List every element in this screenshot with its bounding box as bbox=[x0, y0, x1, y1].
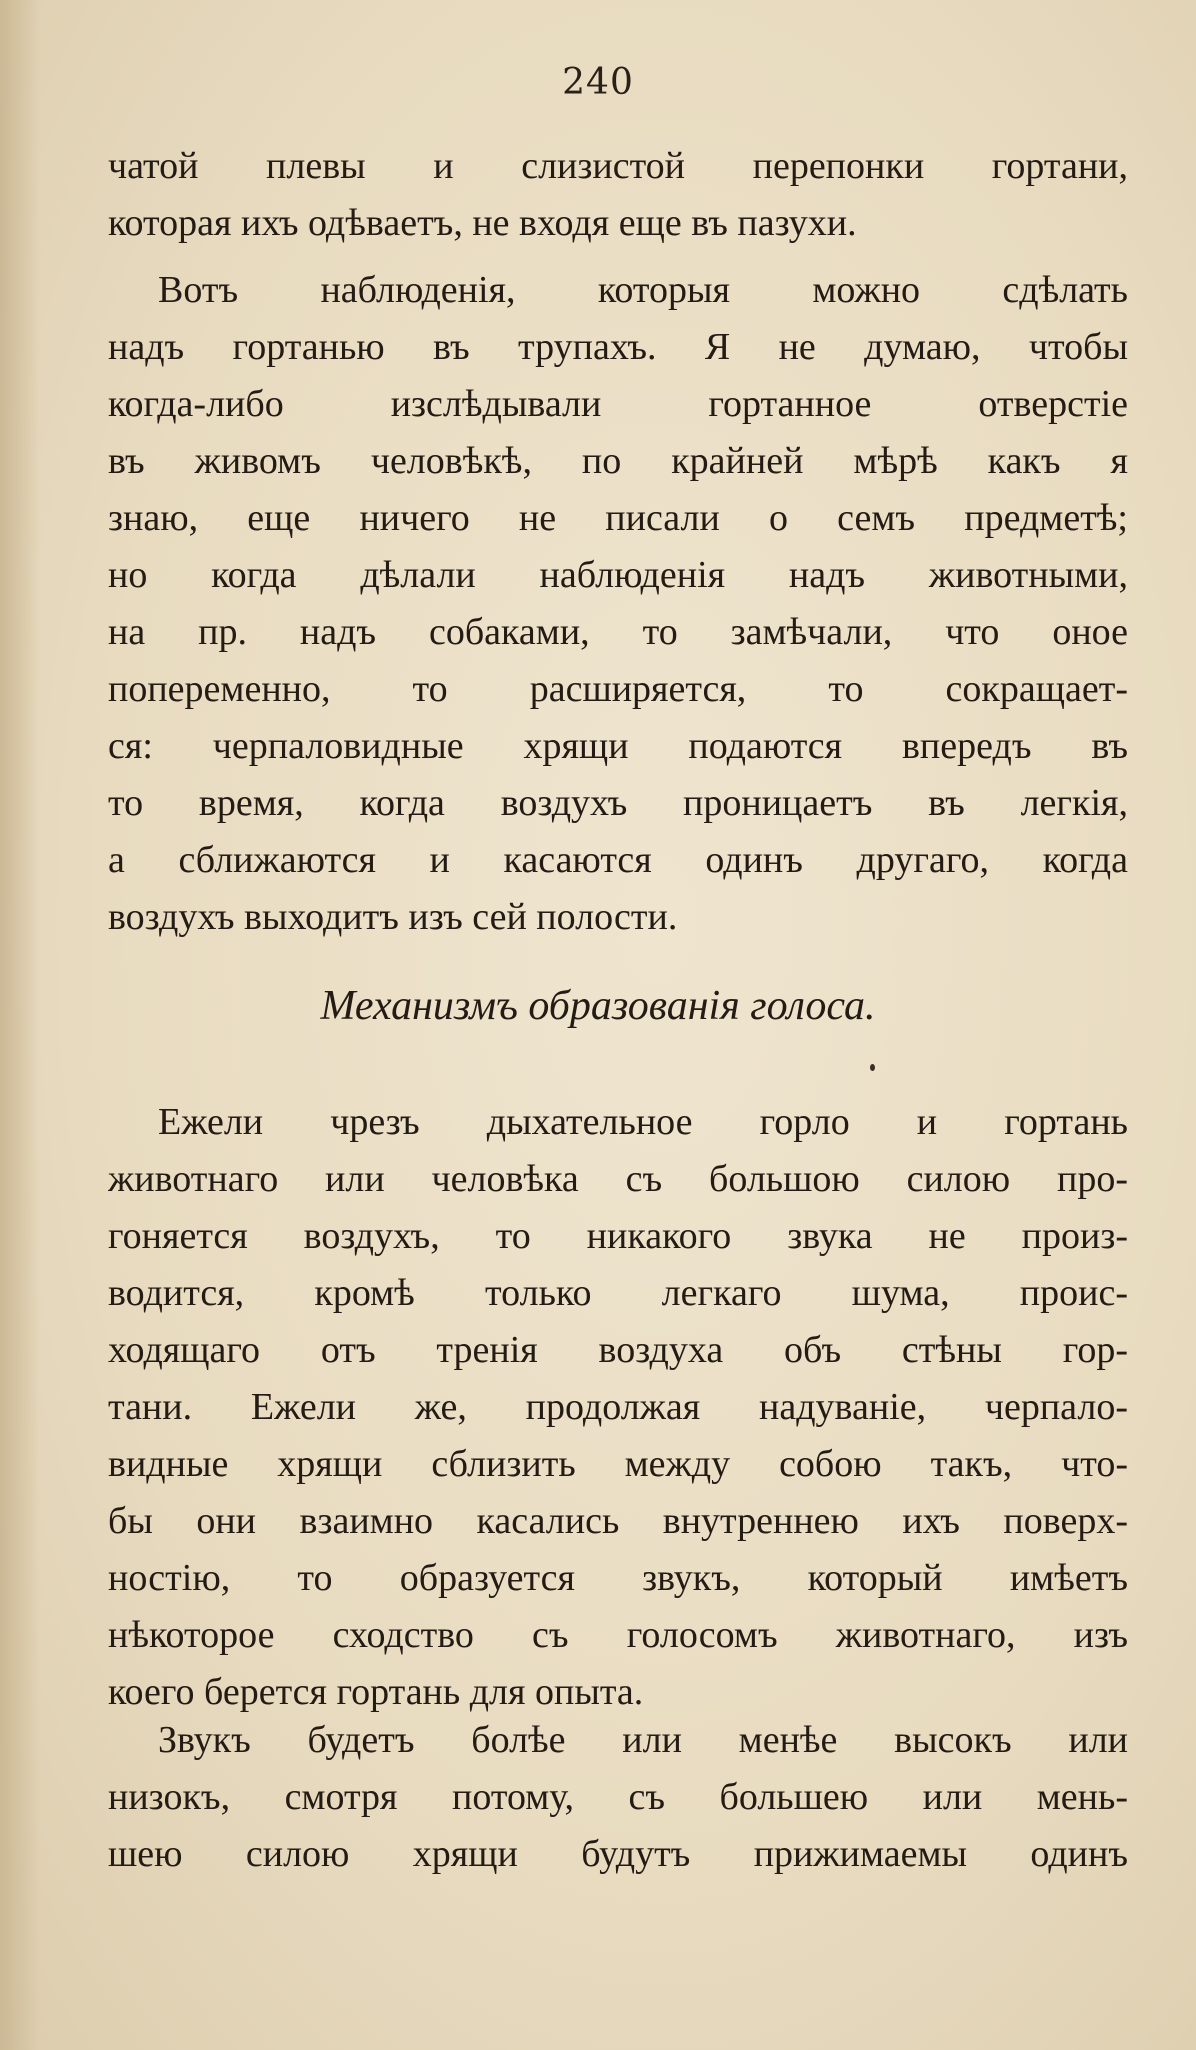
text-line: знаю, еще ничего не писали о семъ предметѣ; bbox=[108, 497, 1128, 539]
text-line: чатой плевы и слизистой перепонки гортани, bbox=[108, 145, 1128, 187]
text-line: видные хрящи сблизить между собою такъ, что- bbox=[108, 1443, 1128, 1485]
text-line: но когда дѣлали наблюденія надъ животными, bbox=[108, 554, 1128, 596]
text-line: водится, кромѣ только легкаго шума, проис- bbox=[108, 1272, 1128, 1314]
paragraph-mechanism bbox=[108, 1094, 1128, 1721]
text-line: Звукъ будетъ болѣе или менѣе высокъ или bbox=[158, 1719, 1128, 1761]
text-line: надъ гортанью въ трупахъ. Я не думаю, чтобы bbox=[108, 326, 1128, 368]
text-line: воздухъ выходитъ изъ сей полости. bbox=[108, 896, 678, 938]
text-line: ностію, то образуется звукъ, который имѣетъ bbox=[108, 1557, 1128, 1599]
paragraph-observations bbox=[108, 262, 1128, 946]
text-line: Вотъ наблюденія, которыя можно сдѣлать bbox=[158, 269, 1128, 311]
paragraph-continuation bbox=[108, 138, 1128, 252]
text-line: которая ихъ одѣваетъ, не входя еще въ пазухи. bbox=[108, 202, 857, 244]
text-line: когда-либо изслѣдывали гортанное отверстіе bbox=[108, 383, 1128, 425]
text-line: шею силою хрящи будутъ прижимаемы одинъ bbox=[108, 1833, 1128, 1875]
text-line: коего берется гортань для опыта. bbox=[108, 1671, 644, 1713]
text-line: низокъ, смотря потому, съ большею или мень- bbox=[108, 1776, 1128, 1818]
text-line: то время, когда воздухъ проницаетъ въ легкія, bbox=[108, 782, 1128, 824]
text-line: на пр. надъ собаками, то замѣчали, что оное bbox=[108, 611, 1128, 653]
text-line: попеременно, то расширяется, то сокращает- bbox=[108, 668, 1128, 710]
text-line: гоняется воздухъ, то никакого звука не произ- bbox=[108, 1215, 1128, 1257]
text-line: Ежели чрезъ дыхательное горло и гортань bbox=[158, 1101, 1128, 1143]
text-line: а сближаются и касаются одинъ другаго, когда bbox=[108, 839, 1128, 881]
text-line: нѣкоторое сходство съ голосомъ животнаго, изъ bbox=[108, 1614, 1128, 1656]
text-line: ходящаго отъ тренія воздуха объ стѣны гор- bbox=[108, 1329, 1128, 1371]
section-heading: Механизмъ образованія голоса. bbox=[320, 983, 876, 1029]
paragraph-sound-pitch bbox=[108, 1712, 1128, 1883]
text-line: животнаго или человѣка съ большою силою про- bbox=[108, 1158, 1128, 1200]
ink-speck bbox=[870, 1064, 875, 1071]
text-line: бы они взаимно касались внутреннею ихъ поверх- bbox=[108, 1500, 1128, 1542]
page-number: 240 bbox=[562, 62, 634, 103]
text-line: ся: черпаловидные хрящи подаются впередъ въ bbox=[108, 725, 1128, 767]
text-line: тани. Ежели же, продолжая надуваніе, черпало- bbox=[108, 1386, 1128, 1428]
text-line: въ живомъ человѣкѣ, по крайней мѣрѣ какъ я bbox=[108, 440, 1128, 482]
